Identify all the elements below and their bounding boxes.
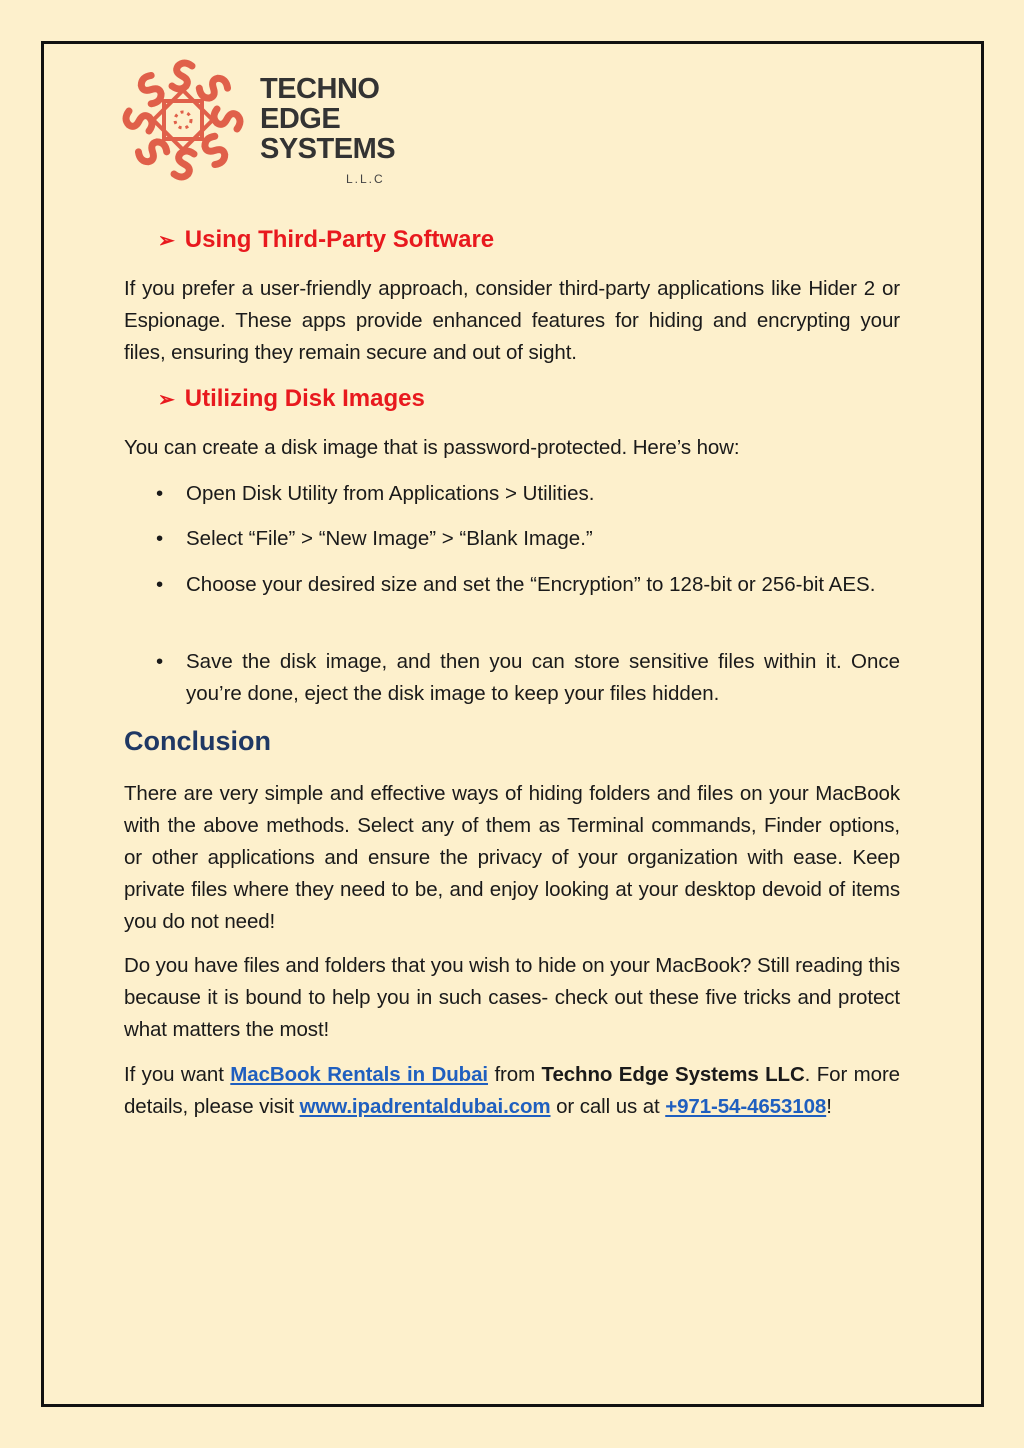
logo-llc: L.L.C xyxy=(346,172,385,186)
bullet-icon: • xyxy=(156,482,164,505)
heading-disk-images xyxy=(158,385,425,413)
list-item-text: Save the disk image, and then you can store sensitive files within it. Once you’re done, eject the disk image to keep your files hidden. xyxy=(186,650,900,705)
list-item-text: Select “File” > “New Image” > “Blank Image.” xyxy=(186,527,593,550)
website-link[interactable]: www.ipadrentaldubai.com xyxy=(299,1095,551,1118)
phone-link[interactable]: +971-54-4653108 xyxy=(665,1095,827,1118)
arrow-bullet-icon: ➢ xyxy=(158,230,175,252)
list-item-text: Open Disk Utility from Applications > Utilities. xyxy=(186,482,595,505)
logo-emblem-icon xyxy=(122,58,244,182)
list-item xyxy=(156,569,900,601)
paragraph-third-party: If you prefer a user-friendly approach, consider third-party applications like Hider 2 or Espionage. These apps provide enhanced features for hiding and encrypting your files, ensuring they remain secure and out of sight. xyxy=(124,277,900,364)
company-name: Techno Edge Systems LLC xyxy=(541,1063,805,1086)
paragraph-disk-intro: You can create a disk image that is password-protected. Here’s how: xyxy=(124,436,740,459)
text: . For more details, please visit xyxy=(124,1063,900,1118)
heading-text: Using Third-Party Software xyxy=(184,226,495,253)
text: ! xyxy=(826,1095,832,1118)
text: or call us at xyxy=(550,1095,666,1118)
bullet-icon: • xyxy=(156,573,164,596)
paragraph-conclusion-2: Do you have files and folders that you wish to hide on your MacBook? Still reading this because it is bound to help you in such cases- check out these five tricks and protect what matters the most! xyxy=(124,954,900,1041)
logo-line-techno: TECHNO xyxy=(260,73,380,105)
bullet-icon: • xyxy=(156,527,164,550)
text: from xyxy=(487,1063,542,1086)
list-item xyxy=(156,523,900,555)
text: If you want xyxy=(124,1063,231,1086)
list-item-text: Choose your desired size and set the “Encryption” to 128-bit or 256-bit AES. xyxy=(186,573,876,596)
heading-text: Utilizing Disk Images xyxy=(184,385,425,412)
macbook-rentals-link[interactable]: MacBook Rentals in Dubai xyxy=(230,1063,488,1086)
heading-third-party xyxy=(158,226,494,254)
logo-line-edge: EDGE xyxy=(260,103,341,135)
list-item xyxy=(156,478,900,510)
company-logo xyxy=(122,58,402,188)
logo-text xyxy=(260,74,395,164)
list-item xyxy=(156,646,900,710)
heading-conclusion: Conclusion xyxy=(124,726,271,756)
paragraph-contact xyxy=(124,1059,900,1123)
arrow-bullet-icon: ➢ xyxy=(158,389,175,411)
bullet-icon: • xyxy=(156,650,164,673)
paragraph-conclusion-1: There are very simple and effective ways of hiding folders and files on your MacBook with the above methods. Select any of them as Terminal commands, Finder options, or other applications and ensure the privacy of your organization with ease. Keep private files where they need to be, and enjoy looking at your desktop devoid of items you do not need! xyxy=(124,782,900,933)
logo-line-systems: SYSTEMS xyxy=(260,133,396,165)
